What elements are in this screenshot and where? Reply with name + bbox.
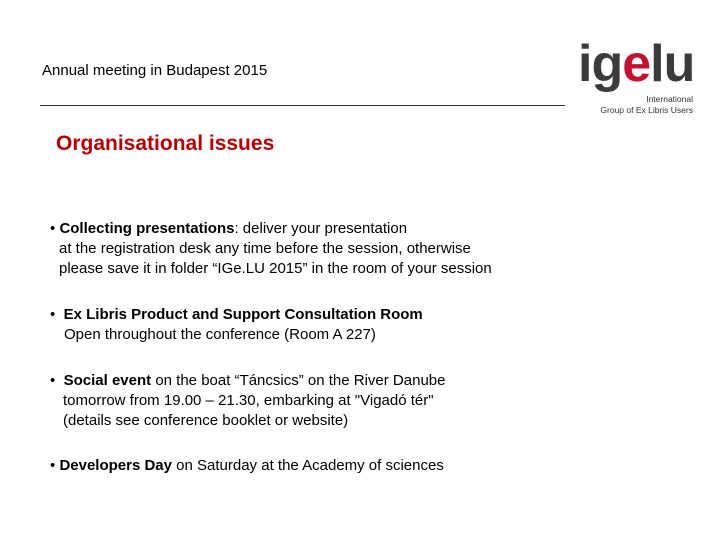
logo-wordmark: igelu — [578, 35, 695, 93]
slide-title: Organisational issues — [56, 132, 275, 155]
igelu-logo — [578, 35, 695, 118]
bullet-developers-day: • Developers Day on Saturday at the Academy of sciences — [50, 457, 444, 474]
meeting-header: Annual meeting in Budapest 2015 — [42, 62, 268, 79]
bullet-collecting-presentations: • Collecting presentations: deliver your presentation at the registration desk any time before the session, otherwise please save it in folder “IGe.LU 2015” in the room of your session — [50, 220, 492, 277]
logo-subtitle: International Group of Ex Libris Users — [600, 94, 693, 115]
bullet-social-event: • Social event on the boat “Táncsics” on the River Danube tomorrow from 19.00 – 21.30, embarking at "Vigadó tér" (details see conference booklet or website) — [50, 372, 446, 429]
header-divider — [40, 105, 565, 106]
bullet-consultation-room: • Ex Libris Product and Support Consultation Room Open throughout the conference (Room A 227) — [50, 306, 423, 343]
